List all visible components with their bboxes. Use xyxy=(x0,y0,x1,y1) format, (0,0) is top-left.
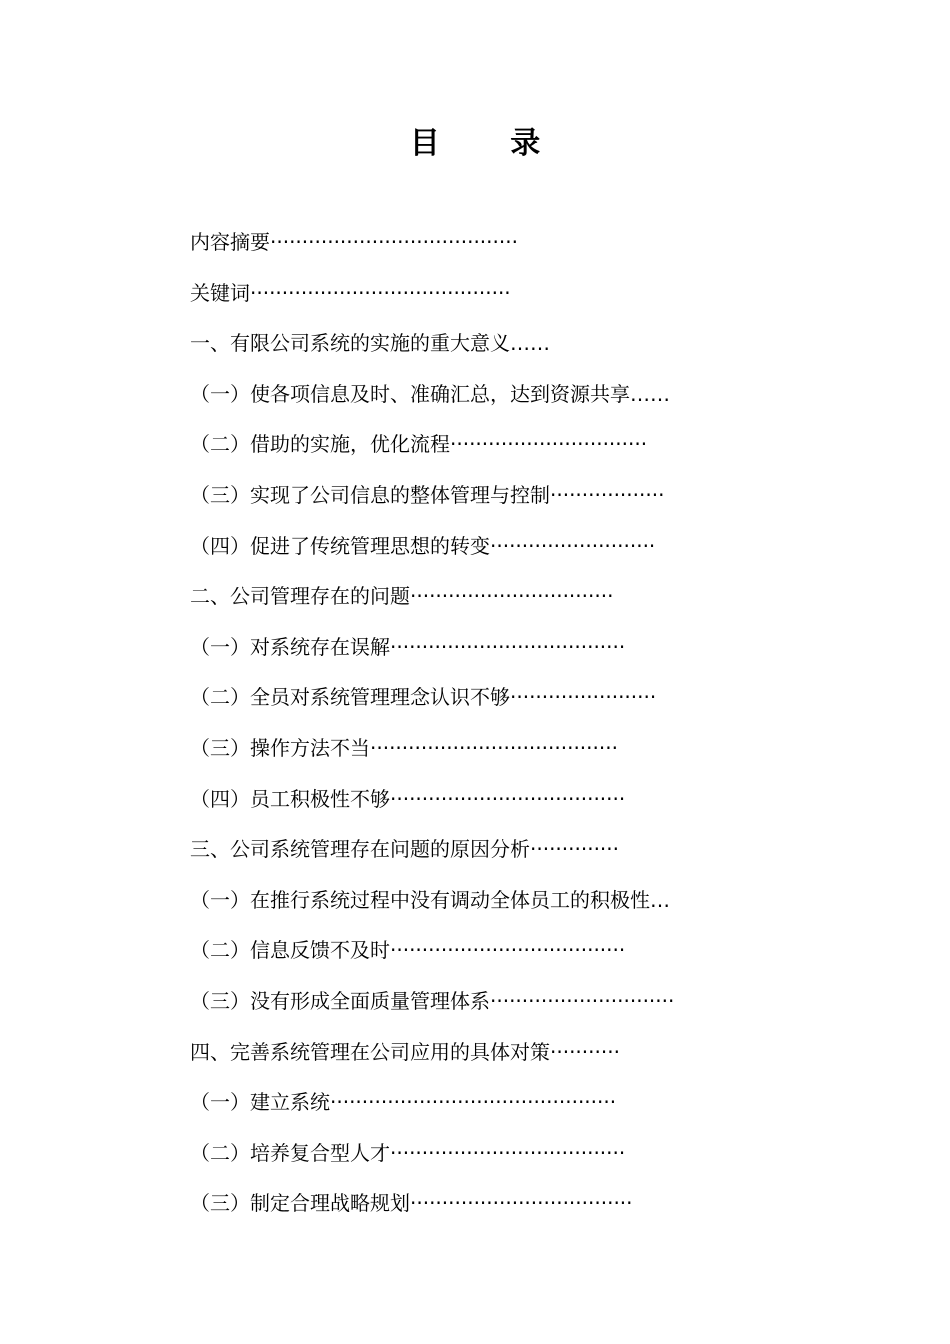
toc-entry-section-2-1 xyxy=(190,622,790,673)
toc-entry-section-4-3 xyxy=(190,1178,790,1229)
toc-entry-section-1 xyxy=(190,318,790,369)
toc-leader-dots: ····································· xyxy=(390,1140,626,1165)
toc-entry-text: （一）对系统存在误解 xyxy=(190,634,390,659)
toc-entry-text: （一）使各项信息及时、准确汇总，达到资源共享 xyxy=(190,381,630,406)
toc-leader-dots: ··································· xyxy=(410,1191,633,1216)
toc-leader-dots: ······························· xyxy=(450,432,648,457)
toc-entry-text: 四、完善系统管理在公司应用的具体对策 xyxy=(190,1039,550,1064)
toc-leader-dots: … xyxy=(650,887,670,912)
toc-leader-dots: ············································· xyxy=(330,1090,617,1115)
toc-leader-dots: ······································· xyxy=(370,735,618,760)
toc-leader-dots: ····························· xyxy=(490,988,675,1013)
toc-leader-dots: ··········· xyxy=(550,1039,620,1064)
toc-entry-text: （一）在推行系统过程中没有调动全体员工的积极性 xyxy=(190,887,650,912)
toc-entry-section-2-2 xyxy=(190,672,790,723)
toc-entry-text: （四）促进了传统管理思想的转变 xyxy=(190,533,490,558)
toc-entry-section-1-2 xyxy=(190,419,790,470)
toc-entry-keywords xyxy=(190,268,790,319)
toc-leader-dots: ································ xyxy=(410,584,614,609)
toc-entry-text: （三）实现了公司信息的整体管理与控制 xyxy=(190,482,550,507)
toc-entry-section-3-2 xyxy=(190,925,790,976)
toc-entry-text: （三）操作方法不当 xyxy=(190,735,370,760)
toc-list xyxy=(190,217,790,1229)
toc-leader-dots: ······················· xyxy=(510,685,657,710)
toc-entry-text: （一）建立系统 xyxy=(190,1090,330,1115)
toc-leader-dots: ·············· xyxy=(530,837,620,862)
toc-entry-text: （二）借助的实施，优化流程 xyxy=(190,432,450,457)
toc-entry-text: （二）培养复合型人才 xyxy=(190,1140,390,1165)
toc-entry-text: （二）信息反馈不及时 xyxy=(190,938,390,963)
toc-entry-text: （三）没有形成全面质量管理体系 xyxy=(190,988,490,1013)
toc-leader-dots: …… xyxy=(510,331,550,356)
toc-entry-section-4 xyxy=(190,1027,790,1078)
toc-entry-section-2 xyxy=(190,571,790,622)
toc-entry-section-1-3 xyxy=(190,470,790,521)
toc-entry-text: （四）员工积极性不够 xyxy=(190,786,390,811)
toc-entry-text: 内容摘要 xyxy=(190,230,270,254)
toc-entry-text: （三）制定合理战略规划 xyxy=(190,1191,410,1216)
toc-entry-section-4-2 xyxy=(190,1128,790,1179)
toc-leader-dots: ·················· xyxy=(550,482,665,507)
toc-leader-dots: ········································· xyxy=(250,280,511,305)
toc-entry-section-3-1 xyxy=(190,875,790,926)
toc-entry-text: 三、公司系统管理存在问题的原因分析 xyxy=(190,837,530,862)
toc-entry-text: （二）全员对系统管理理念认识不够 xyxy=(190,685,510,710)
toc-entry-section-1-4 xyxy=(190,521,790,572)
toc-leader-dots: ····································· xyxy=(390,786,626,811)
toc-entry-section-4-1 xyxy=(190,1077,790,1128)
toc-leader-dots: …… xyxy=(630,381,670,406)
toc-title: 目 录 xyxy=(409,126,571,161)
toc-entry-text: 二、公司管理存在的问题 xyxy=(190,584,410,609)
toc-leader-dots: ·························· xyxy=(490,533,656,558)
toc-entry-section-2-3 xyxy=(190,723,790,774)
toc-leader-dots: ····································· xyxy=(390,938,626,963)
toc-entry-section-3 xyxy=(190,824,790,875)
toc-leader-dots: ······································· xyxy=(270,230,518,254)
toc-entry-abstract xyxy=(190,217,790,268)
toc-leader-dots: ····································· xyxy=(390,634,626,659)
toc-entry-section-2-4 xyxy=(190,774,790,825)
toc-entry-section-3-3 xyxy=(190,976,790,1027)
toc-entry-text: 关键词 xyxy=(190,280,250,305)
toc-entry-text: 一、有限公司系统的实施的重大意义 xyxy=(190,331,510,356)
toc-entry-section-1-1 xyxy=(190,369,790,420)
